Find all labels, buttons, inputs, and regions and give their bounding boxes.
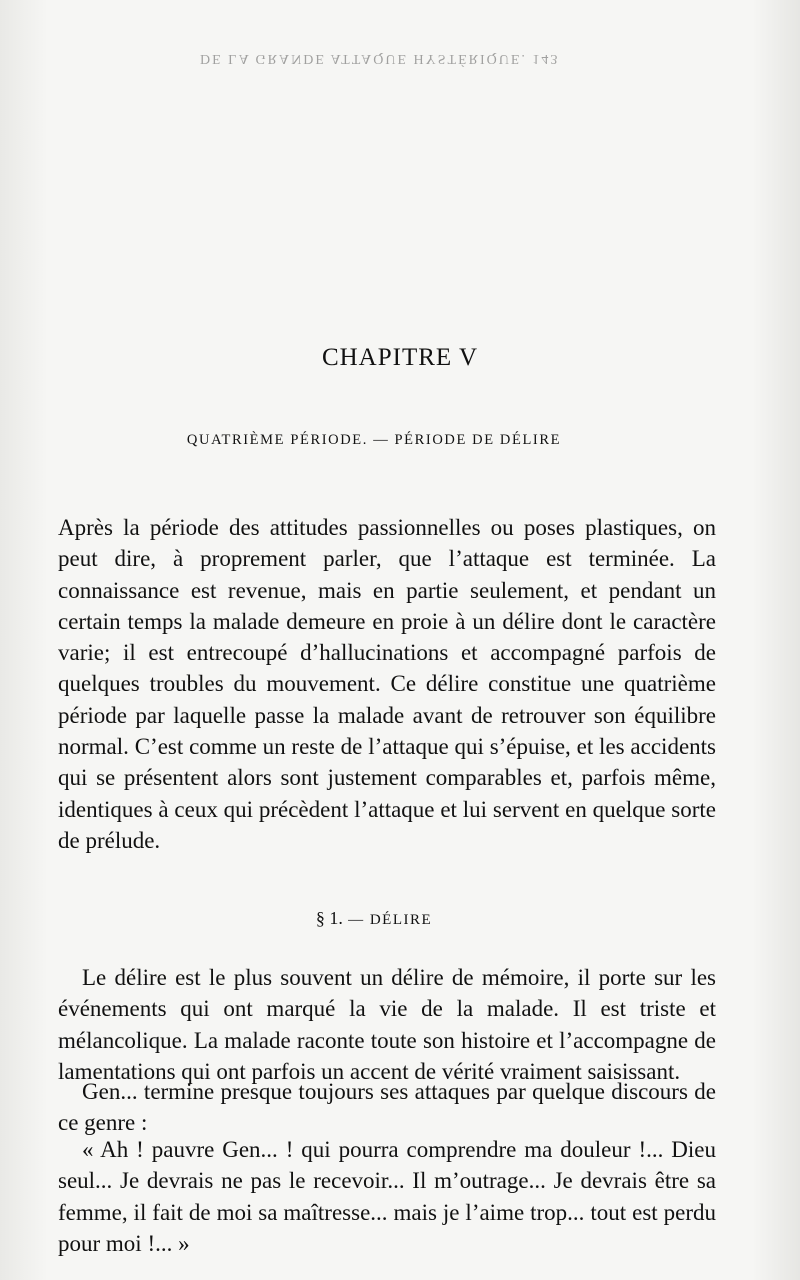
- paragraph-quote: [58, 1134, 716, 1259]
- chapter-title: CHAPITRE V: [321, 344, 479, 371]
- section-title: — DÉLIRE: [348, 912, 433, 928]
- paragraph-intro-text: Après la période des attitudes passionnelles ou poses plastiques, on peut dire, à proprement parler, que l’attaque est terminée. La connaissance est revenue, mais en partie seulement, et pendant un certain temps la malade demeure en proie à un délire dont le caractère varie; il est entrecoupé d’hallucinations et accompagné parfois de quelques troubles du mouvement. Ce délire constitue une quatrième période par laquelle passe la malade avant de retrouver son équilibre normal. C’est comme un reste de l’attaque qui s’épuise, et les accidents qui se présentent alors sont justement comparables et, parfois même, identiques à ceux qui précèdent l’attaque et lui servent en quelque sorte de prélude.: [58, 515, 716, 853]
- paragraph-gen: [58, 1076, 716, 1139]
- section-heading: [0, 908, 748, 929]
- paragraph-delire: [58, 962, 716, 1087]
- paragraph-gen-text: Gen... termine presque toujours ses attaques par quelque discours de ce genre :: [58, 1079, 716, 1136]
- paragraph-delire-text: Le délire est le plus souvent un délire de mémoire, il porte sur les événements qui ont marqué la vie de la malade. Il est triste et mélancolique. La malade raconte toute son histoire et l’accompagne de lamentations qui ont parfois un accent de vérité vraiment saisissant.: [58, 965, 716, 1084]
- chapter-subtitle: QUATRIÈME PÉRIODE. — PÉRIODE DE DÉLIRE: [186, 432, 562, 448]
- paragraph-intro: [58, 512, 716, 856]
- paragraph-quote-text: « Ah ! pauvre Gen... ! qui pourra comprendre ma douleur !... Dieu seul... Je devrais ne pas le recevoir... Il m’outrage... Je devrais être sa femme, il fait de moi sa maîtresse... mais je l’aime trop... tout est perdu pour moi !... »: [58, 1137, 716, 1256]
- section-number: § 1.: [315, 908, 343, 928]
- mirrored-running-head: DE LA GRANDE ATTAQUE HYSTÉRIQUE. 143: [200, 51, 560, 66]
